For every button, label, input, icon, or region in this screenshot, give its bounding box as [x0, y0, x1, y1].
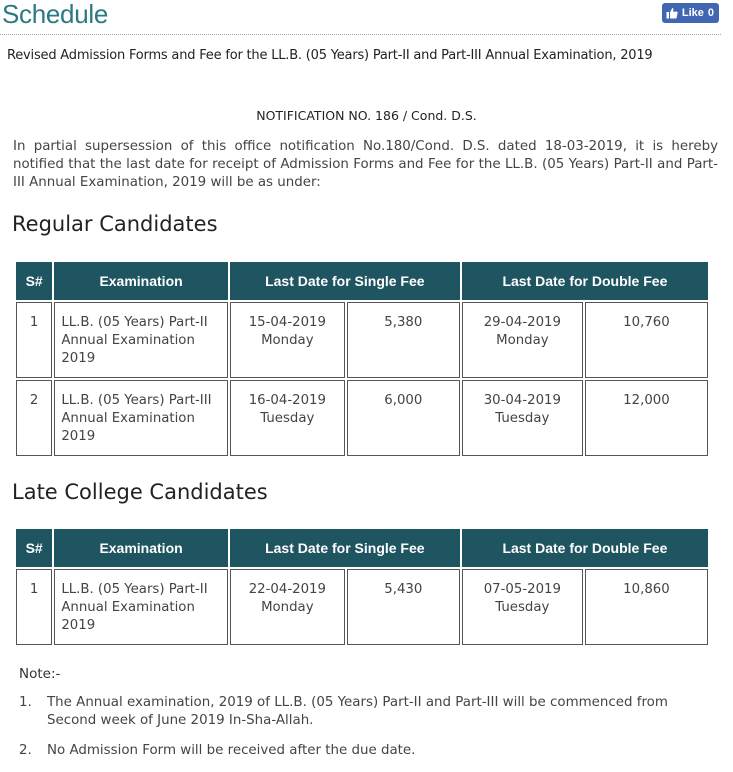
- note-text: No Admission Form will be received after the due date.: [47, 743, 416, 758]
- single-day: Monday: [261, 333, 314, 348]
- table-header-row: [16, 262, 708, 300]
- cell-single-fee: 6,000: [347, 380, 460, 456]
- cell-single-date: [230, 380, 345, 456]
- cell-sno: 1: [16, 302, 52, 378]
- single-day: Monday: [261, 600, 314, 615]
- single-date: 15-04-2019: [248, 315, 326, 330]
- page-title: Schedule: [2, 0, 109, 29]
- table-row: [16, 380, 708, 456]
- cell-sno: 2: [16, 380, 52, 456]
- double-date: 29-04-2019: [483, 315, 561, 330]
- notes-list: [19, 694, 709, 772]
- list-item: [19, 742, 709, 760]
- double-day: Tuesday: [495, 411, 550, 426]
- notification-intro: In partial supersession of this office notification No.180/Cond. D.S. dated 18-03-2019, it is hereby notified that the last date for receipt of Admission Forms and Fee for the LL.B. (05 Years) Part-II and Part-III Annual Examination, 2019 will be as under:: [13, 139, 718, 190]
- cell-double-fee: 12,000: [585, 380, 708, 456]
- header-examination: Examination: [54, 262, 228, 300]
- late-candidates-heading: Late College Candidates: [12, 480, 268, 504]
- cell-examination: LL.B. (05 Years) Part-II Annual Examination 2019: [54, 569, 228, 645]
- thumbs-up-icon: [666, 7, 678, 19]
- cell-double-fee: 10,860: [585, 569, 708, 645]
- cell-examination: LL.B. (05 Years) Part-II Annual Examination 2019: [54, 302, 228, 378]
- announcement-subtitle: Revised Admission Forms and Fee for the LL.B. (05 Years) Part-II and Part-III Annual Examination, 2019: [7, 48, 653, 63]
- facebook-like-button[interactable]: [662, 3, 719, 23]
- note-text: The Annual examination, 2019 of LL.B. (05 Years) Part-II and Part-III will be commenced from Second week of June 2019 In-Sha-Allah.: [47, 695, 668, 728]
- table-row: [16, 302, 708, 378]
- regular-candidates-table: [14, 260, 710, 458]
- cell-sno: 1: [16, 569, 52, 645]
- like-count: 0: [707, 7, 714, 19]
- double-day: Monday: [496, 333, 549, 348]
- cell-single-fee: 5,430: [347, 569, 460, 645]
- double-day: Tuesday: [495, 600, 550, 615]
- note-label: Note:-: [19, 666, 61, 682]
- cell-single-date: [230, 302, 345, 378]
- double-date: 30-04-2019: [483, 393, 561, 408]
- header-examination: Examination: [54, 529, 228, 567]
- list-item: [19, 694, 709, 730]
- cell-double-date: [462, 569, 583, 645]
- header-double-fee: Last Date for Double Fee: [462, 262, 708, 300]
- cell-double-date: [462, 302, 583, 378]
- double-date: 07-05-2019: [483, 582, 561, 597]
- header-double-fee: Last Date for Double Fee: [462, 529, 708, 567]
- cell-double-date: [462, 380, 583, 456]
- note-number: 1.: [19, 695, 32, 710]
- header-single-fee: Last Date for Single Fee: [230, 529, 460, 567]
- late-candidates-table: [14, 527, 710, 647]
- table-header-row: [16, 529, 708, 567]
- notification-number: NOTIFICATION NO. 186 / Cond. D.S.: [256, 108, 477, 123]
- single-date: 16-04-2019: [248, 393, 326, 408]
- like-label: Like: [681, 7, 704, 19]
- cell-examination: LL.B. (05 Years) Part-III Annual Examination 2019: [54, 380, 228, 456]
- header-sno: S#: [16, 262, 52, 300]
- note-number: 2.: [19, 743, 32, 758]
- page-header: [0, 0, 721, 35]
- cell-single-date: [230, 569, 345, 645]
- cell-double-fee: 10,760: [585, 302, 708, 378]
- cell-single-fee: 5,380: [347, 302, 460, 378]
- regular-candidates-heading: Regular Candidates: [12, 212, 218, 236]
- table-row: [16, 569, 708, 645]
- header-single-fee: Last Date for Single Fee: [230, 262, 460, 300]
- single-day: Tuesday: [260, 411, 315, 426]
- header-sno: S#: [16, 529, 52, 567]
- single-date: 22-04-2019: [248, 582, 326, 597]
